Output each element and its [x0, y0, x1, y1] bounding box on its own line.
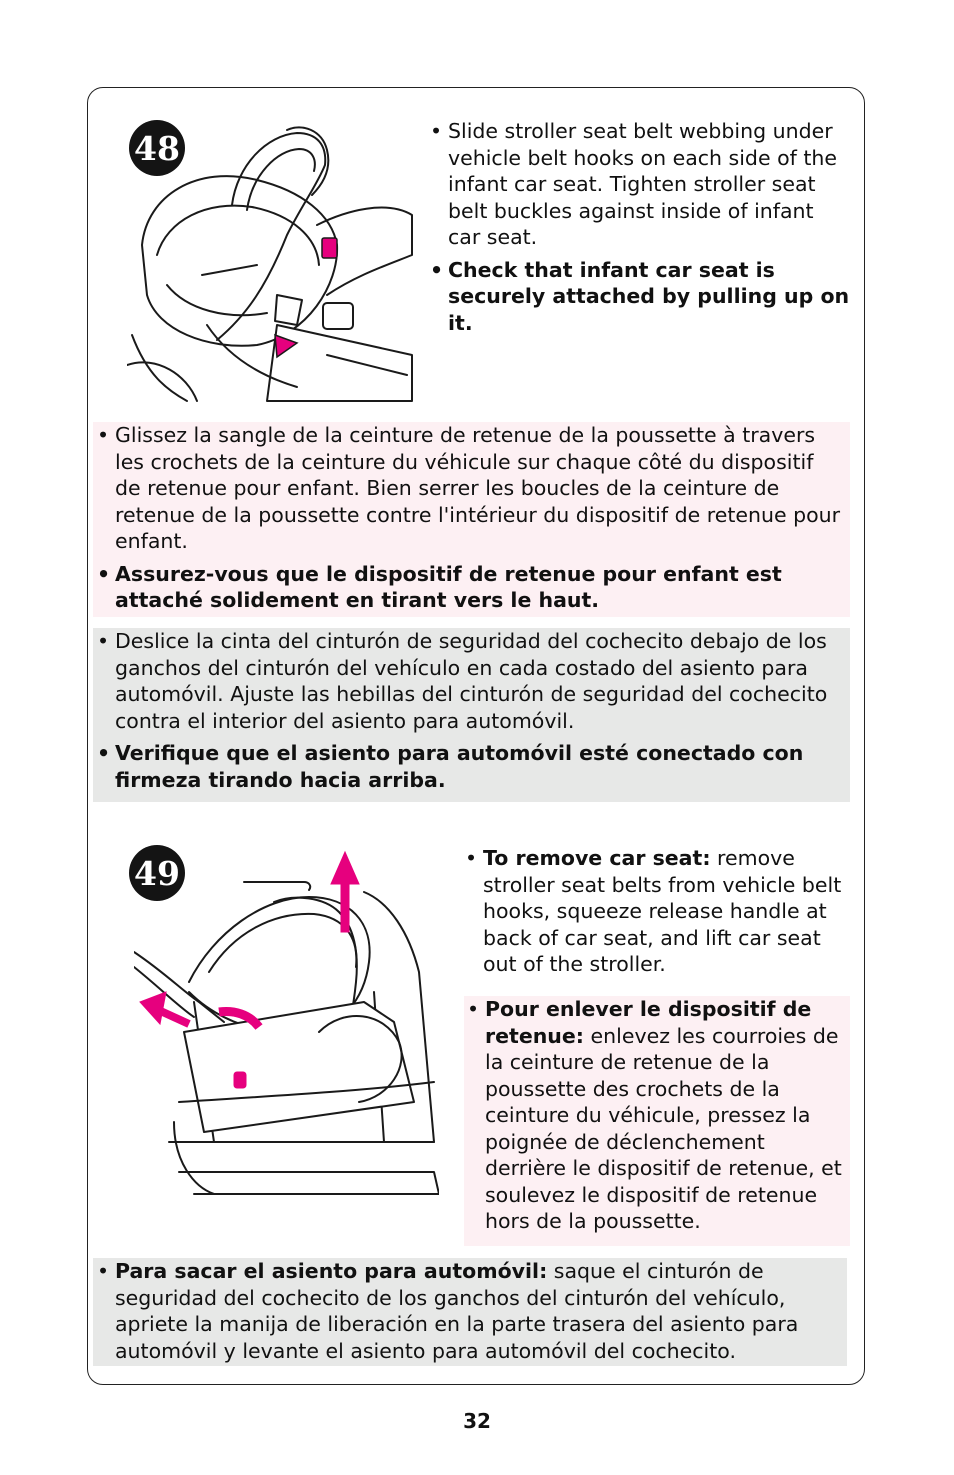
step-48-number: 48	[134, 128, 180, 168]
step-48-spanish: • Deslice la cinta del cinturón de seguridad del cochecito debajo de los ganchos del cinturón del vehículo en cada costado del asiento para automóvil. Ajuste las hebillas del cinturón de seguridad del cochecito contra el interior del asiento para automóvil. • Verifique que el asiento para automóvil esté conectado con firmeza tirando hacia arriba.	[93, 628, 850, 802]
step-48-es-warning: Verifique que el asiento para automóvil esté conectado con firmeza tirando hacia arriba.	[115, 741, 804, 792]
step-49-en-instruction: remove stroller seat belts from vehicle belt hooks, squeeze release handle at back of car seat, and lift car seat out of the stroller.	[483, 846, 842, 976]
step-49-fr-heading: Pour enlever le dispositif de retenue:	[485, 997, 812, 1048]
step-49-es-instruction: saque el cinturón de seguridad del cochecito de los ganchos del cinturón del vehículo, apriete la manija de liberación en la parte trasera del asiento para automóvil y levante el asiento para automóvil del cochecito.	[115, 1259, 799, 1363]
step-48-french: • Glissez la sangle de la ceinture de retenue de la poussette à travers les crochets de la ceinture du véhicule sur chaque côté du dispositif de retenue pour enfant. Bien serrer les boucles de la ceinture de retenue de la poussette contre l'intérieur du dispositif de retenue pour enfant. • Assurez-vous que le dispositif de retenue pour enfant est attaché solidement en tirant vers le haut.	[93, 422, 850, 617]
car-seat-attach-illustration	[127, 125, 417, 403]
step-49-spanish: • Para sacar el asiento para automóvil: saque el cinturón de seguridad del cochecito de los ganchos del cinturón del vehículo, apriete la manija de liberación en la parte trasera del asiento para automóvil y levante el asiento para automóvil del cochecito.	[93, 1258, 847, 1366]
step-48-fr-warning: Assurez-vous que le dispositif de retenue pour enfant est attaché solidement en tirant vers le haut.	[115, 561, 782, 612]
page-number: 32	[463, 1409, 491, 1433]
step-48-english: • Slide stroller seat belt webbing under vehicle belt hooks on each side of the infant car seat. Tighten stroller seat belt buckles against inside of infant car seat. • Check that infant car seat is securely attached by pulling up on it.	[430, 119, 850, 335]
car-seat-removal-illustration	[134, 842, 439, 1197]
step-49-english: • To remove car seat: remove stroller seat belts from vehicle belt hooks, squeeze release handle at back of car seat, and lift car seat out of the stroller.	[465, 846, 842, 976]
step-49-es-heading: Para sacar el asiento para automóvil:	[115, 1259, 548, 1283]
step-49-french: • Pour enlever le dispositif de retenue: enlevez les courroies de la ceinture de retenue de la poussette des crochets de la ceinture du véhicule, pressez la poignée de déclenchement derrière le dispositif de retenue, et soulevez le dispositif de retenue hors de la poussette.	[464, 996, 850, 1246]
step-49-en-heading: To remove car seat:	[483, 846, 711, 870]
step-49-fr-instruction: enlevez les courroies de la ceinture de retenue de la poussette des crochets de la ceinture du véhicule, pressez la poignée de déclenchement derrière le dispositif de retenue, et soulevez le dispositif de retenue hors de la poussette.	[485, 1023, 842, 1233]
step-48-en-warning: Check that infant car seat is securely attached by pulling up on it.	[448, 257, 850, 335]
step-48-es-instruction: Deslice la cinta del cinturón de seguridad del cochecito debajo de los ganchos del cinturón del vehículo en cada costado del asiento para automóvil. Ajuste las hebillas del cinturón de seguridad del cochecito contra el interior del asiento para automóvil.	[115, 629, 828, 733]
step-49-number: 49	[134, 853, 180, 893]
step-48-fr-instruction: Glissez la sangle de la ceinture de retenue de la poussette à travers les crochets de la ceinture du véhicule sur chaque côté du dispositif de retenue pour enfant. Bien serrer les boucles de la ceinture de retenue de la poussette contre l'intérieur du dispositif de retenue pour enfant.	[115, 423, 841, 553]
step-48-en-instruction: Slide stroller seat belt webbing under vehicle belt hooks on each side of the infant car seat. Tighten stroller seat belt buckles against inside of infant car seat.	[448, 119, 837, 249]
